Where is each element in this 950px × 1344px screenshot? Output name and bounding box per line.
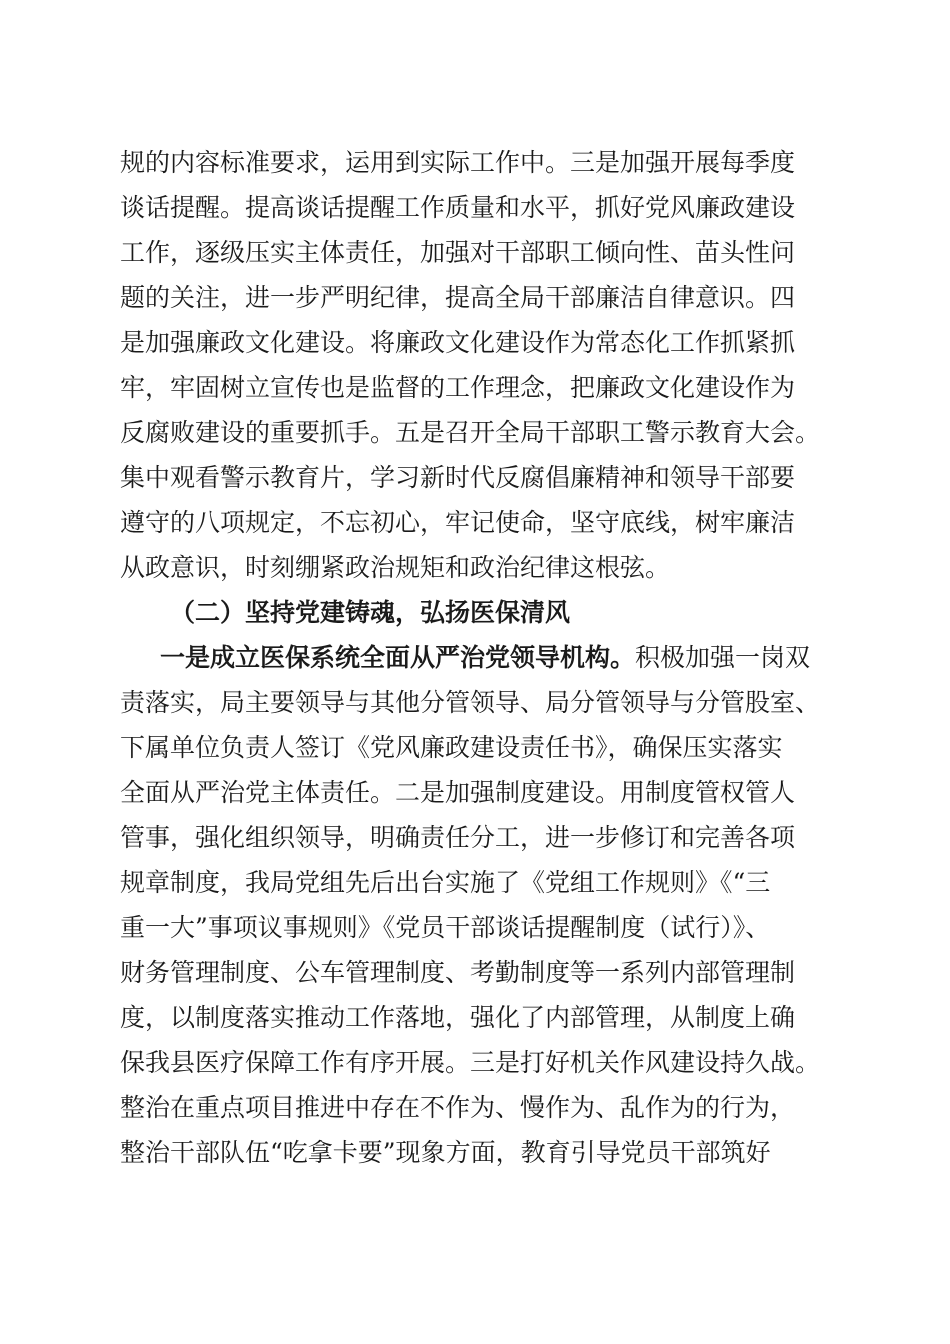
paragraph-line: 集中观看警示教育片，学习新时代反腐倡廉精神和领导干部要 [120, 463, 796, 492]
paragraph-line: 反腐败建设的重要抓手。五是召开全局干部职工警示教育大会。 [120, 418, 821, 447]
paragraph-line: 责落实，局主要领导与其他分管领导、局分管领导与分管股室、 [120, 688, 821, 717]
paragraph-line: 是加强廉政文化建设。将廉政文化建设作为常态化工作抓紧抓 [120, 328, 796, 357]
paragraph-line: 整治在重点项目推进中存在不作为、慢作为、乱作为的行为， [120, 1093, 796, 1122]
paragraph-line: 保我县医疗保障工作有序开展。三是打好机关作风建设持久战。 [120, 1048, 821, 1077]
paragraph-line: 规章制度，我局党组先后出台实施了《党组工作规则》《“三 [120, 868, 771, 897]
section-heading: （二）坚持党建铸魂，弘扬医保清风 [170, 598, 571, 627]
paragraph-line: 下属单位负责人签订《党风廉政建设责任书》，确保压实落实 [120, 733, 783, 762]
section-lead-line [160, 643, 810, 673]
paragraph-line: 谈话提醒。提高谈话提醒工作质量和水平，抓好党风廉政建设 [120, 193, 796, 222]
paragraph-line: 工作，逐级压实主体责任，加强对干部职工倾向性、苗头性问 [120, 238, 796, 267]
paragraph-line: 规的内容标准要求，运用到实际工作中。三是加强开展每季度 [120, 148, 796, 177]
paragraph-line: 题的关注，进一步严明纪律，提高全局干部廉洁自律意识。四 [120, 283, 796, 312]
paragraph-line: 遵守的八项规定，不忘初心，牢记使命，坚守底线，树牢廉洁 [120, 508, 796, 537]
section-lead: 一是成立医保系统全面从严治党领导机构。 [160, 643, 636, 672]
section-lead-rest: 积极加强一岗双 [635, 643, 811, 672]
paragraph-line: 重一大”事项议事规则》《党员干部谈话提醒制度（试行）》、 [120, 913, 771, 942]
paragraph-line: 牢，牢固树立宣传也是监督的工作理念，把廉政文化建设作为 [120, 373, 796, 402]
paragraph-line: 全面从严治党主体责任。二是加强制度建设。用制度管权管人 [120, 778, 796, 807]
paragraph-line: 从政意识，时刻绷紧政治规矩和政治纪律这根弦。 [120, 553, 671, 582]
paragraph-line: 整治干部队伍“吃拿卡要”现象方面，教育引导党员干部筑好 [120, 1138, 771, 1167]
paragraph-line: 管事，强化组织领导，明确责任分工，进一步修订和完善各项 [120, 823, 796, 852]
paragraph-line: 财务管理制度、公车管理制度、考勤制度等一系列内部管理制 [120, 958, 796, 987]
paragraph-line: 度，以制度落实推动工作落地，强化了内部管理，从制度上确 [120, 1003, 796, 1032]
